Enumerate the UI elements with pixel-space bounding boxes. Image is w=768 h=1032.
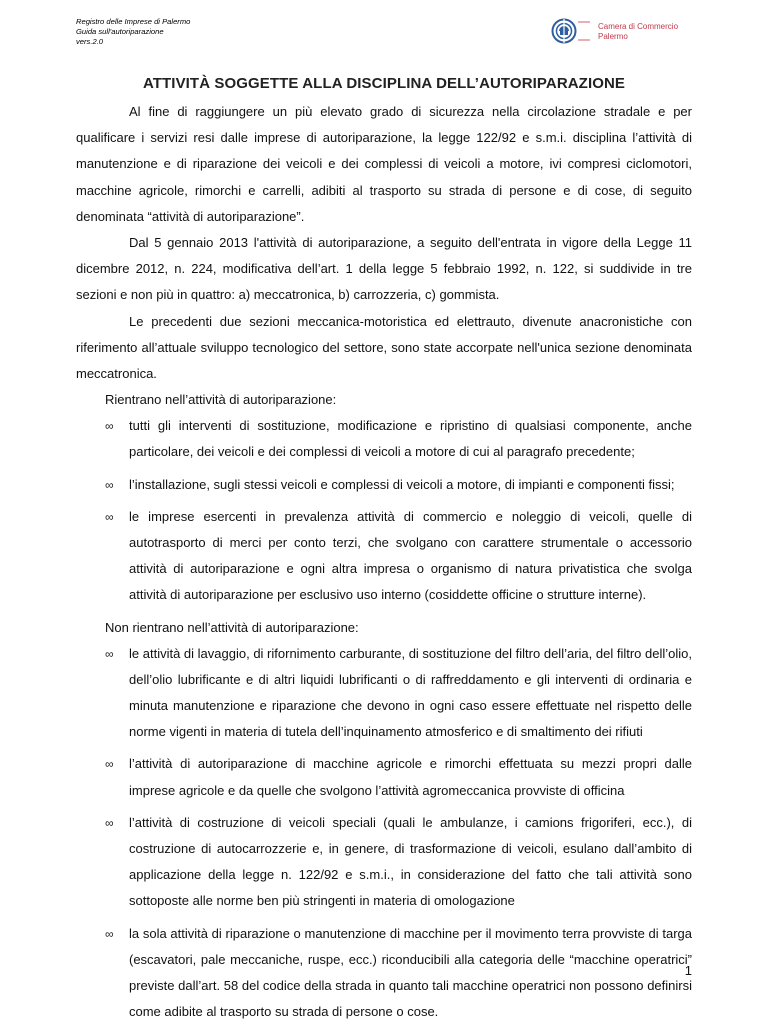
logo-line-1: Camera di Commercio bbox=[598, 22, 679, 31]
infinity-bullet-icon: ∞ bbox=[105, 815, 114, 830]
header-version: vers.2.0 bbox=[76, 37, 104, 47]
logo-line-2: Palermo bbox=[598, 31, 628, 41]
excluded-heading: Non rientrano nell’attività di autoriparazione: bbox=[105, 619, 359, 635]
list-item-text: la sola attività di riparazione o manutenzione di macchine per il movimento terra provviste di targa (escavatori, pale meccaniche, ruspe, ecc.) riconducibili alla categoria delle “macchine operatrici” previste dall’art. 58 del codice della strada in quanto tali macchine operatrici non possono definirsi come adibite al trasporto su strada di persone o cose. bbox=[129, 925, 692, 1020]
included-heading: Rientrano nell’attività di autoriparazione: bbox=[105, 392, 337, 408]
list-item-text: le imprese esercenti in prevalenza attività di commercio e noleggio di veicoli, quelle di autotrasporto di merci per conto terzi, che svolgano con carattere strumentale o accessorio attività di autoriparazione e ogni altra impresa o organismo di natura privatistica che svolga attività di autoriparazione per esclusivo uso interno (cosiddette officine o strutture interne). bbox=[129, 508, 692, 603]
infinity-bullet-icon: ∞ bbox=[105, 646, 114, 661]
chamber-emblem-icon bbox=[551, 18, 591, 44]
chamber-logo-text bbox=[598, 22, 678, 41]
list-item-text: l’attività di autoriparazione di macchine agricole e rimorchi effettuata su mezzi propri dalle imprese agricole e da quelle che svolgono l’attività agromeccanica provviste di officina bbox=[129, 756, 692, 798]
infinity-bullet-icon: ∞ bbox=[105, 926, 114, 941]
list-item-text: le attività di lavaggio, di rifornimento carburante, di sostituzione del filtro dell’aria, del filtro dell’olio, dell’olio lubrificante e di altri liquidi lubrificanti o di raffreddamento e gli interventi di ordinaria e minuta manutenzione e riparazione che devono in ogni caso essere effettuate nel rispetto delle norme vigenti in materia di tutela dell’inquinamento atmosferico e di smaltimento dei rifiuti bbox=[129, 645, 692, 740]
infinity-bullet-icon: ∞ bbox=[105, 419, 114, 434]
list-item-text: tutti gli interventi di sostituzione, modificazione e ripristino di qualsiasi componente, anche particolare, dei veicoli e dei complessi di veicoli a motore di cui al paragrafo precedente; bbox=[129, 418, 692, 460]
merged-sections-paragraph: Le precedenti due sezioni meccanica-motoristica ed elettrauto, divenute anacronistiche con riferimento all’attuale sviluppo tecnologico del settore, sono state accorpate nell'unica sezione denominata meccatronica. bbox=[76, 313, 692, 382]
header-registry: Registro delle Imprese di Palermo bbox=[76, 17, 191, 26]
list-item bbox=[76, 751, 692, 803]
sections-paragraph: Dal 5 gennaio 2013 l'attività di autoriparazione, a seguito dell'entrata in vigore della Legge 11 dicembre 2012, n. 224, modificativa dell’art. 1 della legge 5 febbraio 1992, n. 122, si suddivide in tre sezioni e non più in quattro: a) meccatronica, b) carrozzeria, c) gommista. bbox=[76, 235, 692, 303]
infinity-bullet-icon: ∞ bbox=[105, 757, 114, 772]
list-item-text: l’attività di costruzione di veicoli speciali (quali le ambulanze, i camions frigoriferi, ecc.), di costruzione di autocarrozzerie e, in genere, di trasformazione di veicoli, esulano dall’ambito di applicazione della legge n. 122/92 e s.m.i., in considerazione del fatto che tali attività sono sottoposte alle norme ben più stringenti in materia di omologazione bbox=[129, 814, 692, 909]
list-item bbox=[76, 810, 692, 915]
list-item bbox=[76, 472, 692, 498]
page-title: ATTIVITÀ SOGGETTE ALLA DISCIPLINA DELL’AUTORIPARAZIONE bbox=[142, 75, 626, 92]
infinity-bullet-icon: ∞ bbox=[105, 509, 114, 524]
page-number: 1 bbox=[684, 963, 692, 978]
list-item bbox=[76, 641, 692, 746]
chamber-logo bbox=[551, 18, 691, 44]
list-item bbox=[76, 921, 692, 1026]
intro-paragraph: Al fine di raggiungere un più elevato grado di sicurezza nella circolazione stradale e per qualificare i servizi resi dalle imprese di autoriparazione, la legge 122/92 e s.m.i. disciplina l’attività di manutenzione e di riparazione dei veicoli e dei complessi di veicoli a motore, ivi compresi ciclomotori, macchine agricole, rimorchi e carrelli, adibiti al trasporto su strada di persone e di cose, di seguito denominata “attività di autoriparazione”. bbox=[76, 104, 692, 224]
header-meta bbox=[76, 17, 190, 48]
list-item bbox=[76, 504, 692, 609]
excluded-list bbox=[76, 641, 692, 1026]
document-body bbox=[76, 99, 692, 1032]
included-list bbox=[76, 413, 692, 608]
list-item bbox=[76, 413, 692, 465]
list-item-text: l’installazione, sugli stessi veicoli e complessi di veicoli a motore, di impianti e componenti fissi; bbox=[129, 476, 675, 492]
header-guide: Guida sull'autoriparazione bbox=[76, 27, 164, 37]
infinity-bullet-icon: ∞ bbox=[105, 477, 114, 492]
